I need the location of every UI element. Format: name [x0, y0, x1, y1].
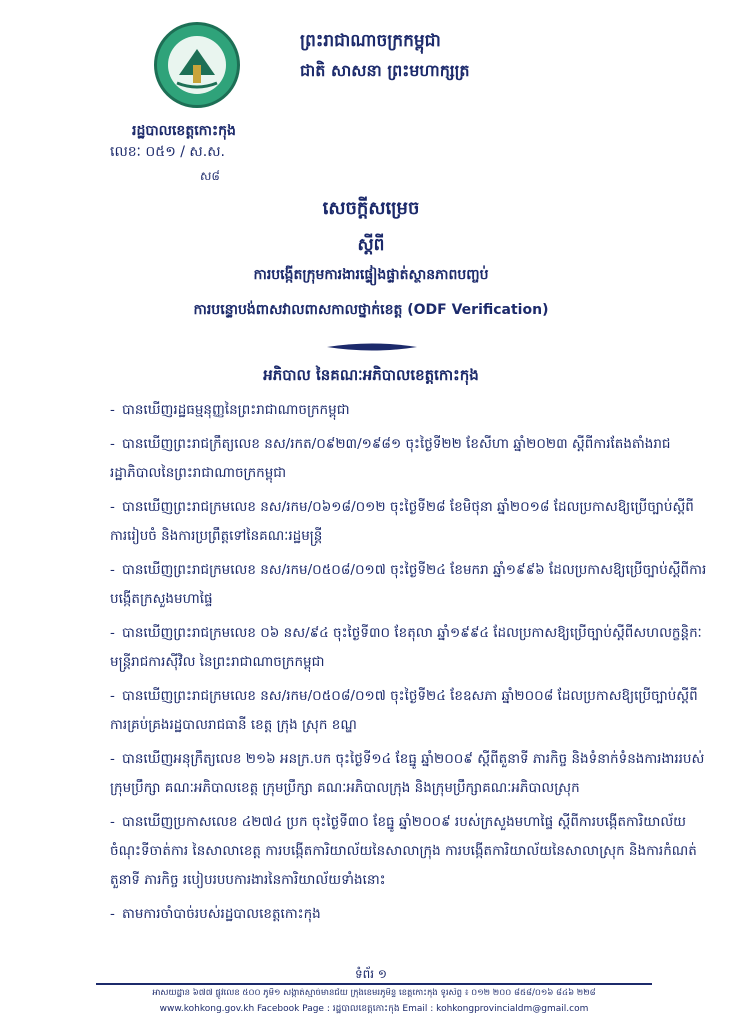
issuing-authority-name: រដ្ឋបាលខេត្តកោះកុង — [132, 123, 236, 139]
decision-subject-line-1: ការបង្កើតក្រុមការងារផ្ទៀងផ្ទាត់ស្ថានភាពបញ្ចប់ — [253, 267, 489, 283]
list-item: - បានឃើញព្រះរាជក្រមលេខ នស/រកម/០៥០៨/០១៧ ចុះថ្ងៃទី២៤ ខែមករា ឆ្នាំ១៩៩៦ ដែលប្រកាសឱ្យប្រើច្បាប់ស្តីពីការបង្កើតក្រសួងមហាផ្ទៃ — [110, 562, 707, 607]
decision-title: សេចក្តីសម្រេច — [322, 198, 420, 219]
email-label: Email : — [402, 1004, 434, 1014]
reference-number: លេខៈ ០៥១ / ស.ស. — [110, 144, 225, 160]
authority-heading: អភិបាល នៃគណៈអភិបាលខេត្តកោះកុង — [263, 366, 479, 384]
divider-ornament — [327, 342, 417, 352]
list-item: - បានឃើញព្រះរាជក្រមលេខ ០៦ នស/៩៤ ចុះថ្ងៃទី៣០ ខែតុលា ឆ្នាំ១៩៩៤ ដែលប្រកាសឱ្យប្រើច្បាប់ស្តីពីសហលក្ខន្តិកៈមន្ត្រីរាជការស៊ីវិល នៃព្រះរាជាណាចក្រកម្ពុជា — [110, 625, 702, 670]
facebook-label: Facebook Page : — [257, 1004, 330, 1014]
provincial-seal-logo — [154, 22, 240, 108]
list-item: - បានឃើញព្រះរាជក្រឹត្យលេខ នស/រកត/០៩២៣/១៩៨១ ចុះថ្ងៃទី២២ ខែសីហា ឆ្នាំ២០២៣ ស្តីពីការតែងតាំងរាជរដ្ឋាភិបាលនៃព្រះរាជាណាចក្រកម្ពុជា — [110, 436, 671, 481]
footer-address: អាសយដ្ឋាន ៦៧៧ ផ្លូវលេខ ៥០០ ភូមិ១ សង្កាត់ស្មាច់មានជ័យ ក្រុងខេមរភូមិន្ទ ខេត្តកោះកុង ទូរស័ព្ទ ៖ ០១២ ២០០ ៨៥៨/០១៦ ៨៤៦ ២២៨ — [152, 988, 596, 998]
page-number: ទំព័រ ១ — [355, 967, 387, 981]
footer-divider — [96, 983, 652, 985]
list-item: - បានឃើញរដ្ឋធម្មនុញ្ញនៃព្រះរាជាណាចក្រកម្ពុជា — [110, 402, 350, 418]
decision-subject-line-2: ការបន្ទោបង់ពាសវាលពាសកាលថ្នាក់ខេត្ត (ODF Verification) — [193, 302, 549, 318]
list-item: - បានឃើញប្រកាសលេខ ៤២៧៤ ប្រក ចុះថ្ងៃទី៣០ ខែធ្នូ ឆ្នាំ២០០៩ របស់ក្រសួងមហាផ្ទៃ ស្តីពីការបង្កើតការិយាល័យចំណុះទីចាត់ការ នៃសាលាខេត្ត ការបង្កើតការិយាល័យនៃសាលាក្រុង ការបង្កើតការិយាល័យនៃសាលាស្រុក និងការកំណត់តួនាទី ភារកិច្ច របៀបរបបការងារនៃការិយាល័យទាំងនោះ — [110, 814, 697, 888]
list-item: - បានឃើញអនុក្រឹត្យលេខ ២១៦ អនក្រ.បក ចុះថ្ងៃទី១៤ ខែធ្នូ ឆ្នាំ២០០៩ ស្តីពីតួនាទី ភារកិច្ច និងទំនាក់ទំនងការងាររបស់ក្រុមប្រឹក្សា គណៈអភិបាលខេត្ត ក្រុមប្រឹក្សា គណៈអភិបាលក្រុង និងក្រុមប្រឹក្សាគណៈអភិបាលស្រុក — [110, 751, 705, 796]
reference-suffix: ស៨ — [200, 169, 220, 183]
national-motto: ជាតិ សាសនា ព្រះមហាក្សត្រ — [300, 61, 470, 80]
list-item: - តាមការចាំបាច់របស់រដ្ឋបាលខេត្តកោះកុង — [110, 906, 321, 922]
facebook-page[interactable]: រដ្ឋបាលខេត្តកោះកុង — [332, 1004, 400, 1014]
website-link[interactable]: www.kohkong.gov.kh — [159, 1004, 255, 1014]
kingdom-heading: ព្រះរាជាណាចក្រកម្ពុជា — [300, 31, 441, 51]
list-item: - បានឃើញព្រះរាជក្រមលេខ នស/រកម/០៥០៨/០១៧ ចុះថ្ងៃទី២៤ ខែឧសភា ឆ្នាំ២០០៨ ដែលប្រកាសឱ្យប្រើច្បាប់ស្តីពីការគ្រប់គ្រងរដ្ឋបាលរាជធានី ខេត្ត ក្រុង ស្រុក ខណ្ឌ — [110, 688, 698, 733]
email-link[interactable]: kohkongprovincialdm@gmail.com — [436, 1004, 589, 1014]
list-item: - បានឃើញព្រះរាជក្រមលេខ នស/រកម/០៦១៨/០១២ ចុះថ្ងៃទី២៨ ខែមិថុនា ឆ្នាំ២០១៨ ដែលប្រកាសឱ្យប្រើច្បាប់ស្តីពីការរៀបចំ និងការប្រព្រឹត្តទៅនៃគណៈរដ្ឋមន្ត្រី — [110, 499, 694, 544]
considerations-list — [110, 396, 710, 934]
footer-contacts — [96, 1003, 652, 1016]
decision-about: ស្តីពី — [357, 235, 385, 255]
